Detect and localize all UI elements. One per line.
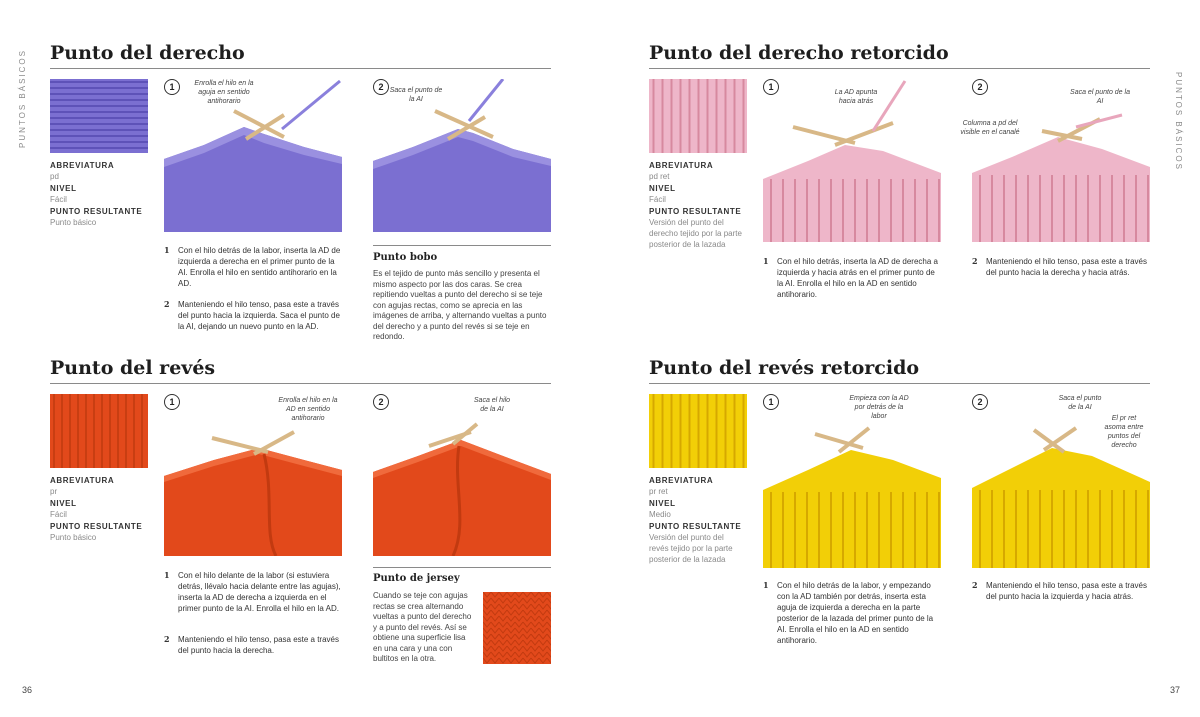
step2-annotation: Saca el hilo de la AI (473, 397, 511, 413)
step1-instruction (164, 570, 344, 614)
instruction-number: 2 (972, 256, 978, 266)
meta-block (649, 475, 745, 566)
result-value: Versión del punto del derecho tejido por la parte posterior de la lazada (649, 218, 742, 249)
level-label: NIVEL (50, 184, 77, 193)
abbr-label: ABREVIATURA (50, 161, 115, 170)
meta-block (649, 160, 745, 251)
result-label: PUNTO RESULTANTE (649, 522, 742, 531)
page-number-left: 36 (22, 685, 33, 695)
step1-number: 1 (164, 394, 180, 410)
step1-annotation: La AD apunta hacia atrás (834, 89, 878, 105)
step1-annotation: Empieza con la AD por detrás de la labor (849, 395, 909, 420)
abbr-value: pd (50, 172, 59, 181)
result-value: Punto básico (50, 218, 97, 227)
instruction-number: 1 (164, 245, 170, 255)
instruction-number: 2 (164, 634, 170, 644)
step2-photo (373, 394, 551, 556)
result-value: Punto básico (50, 533, 97, 542)
instruction-text: Con el hilo detrás de la labor, y empezando con la AD también por detrás, inserta esta aguja de izquierda a derecha en la parte posterior de la lazada del primer punto de la AI. Enrolla el hilo en la AD en sentido antihorario. (777, 581, 934, 645)
meta-block (50, 160, 146, 229)
step2-annotation: Saca el punto de la AI (1070, 89, 1130, 105)
box-rule (373, 245, 551, 246)
level-value: Fácil (50, 510, 67, 519)
box-rule (373, 567, 551, 568)
swatch-jersey (483, 592, 551, 664)
swatch-garter (50, 79, 148, 153)
result-label: PUNTO RESULTANTE (50, 207, 143, 216)
page-number-right: 37 (1170, 685, 1181, 695)
instruction-text: Manteniendo el hilo tenso, pasa este a través del punto hacia la derecha y hacia atrás. (986, 257, 1147, 277)
section-title-punto-del-derecho-retorcido: Punto del derecho retorcido (649, 42, 949, 64)
step1-annotation: Enrolla el hilo en la aguja en sentido antihorario (194, 80, 254, 105)
abbr-label: ABREVIATURA (649, 161, 714, 170)
instruction-number: 1 (763, 256, 769, 266)
abbr-value: pd ret (649, 172, 670, 181)
instruction-text: Manteniendo el hilo tenso, pasa este a través del punto hacia la derecha. (178, 635, 339, 655)
step2-annotation-canale: Columna a pd del visible en el canalé (960, 120, 1020, 136)
instruction-number: 2 (164, 299, 170, 309)
level-label: NIVEL (649, 184, 676, 193)
side-label-right: PUNTOS BÁSICOS (1174, 72, 1183, 171)
side-label-left: PUNTOS BÁSICOS (18, 49, 27, 148)
result-label: PUNTO RESULTANTE (50, 522, 143, 531)
step2-annotation: Saca el punto de la AI (1058, 395, 1102, 411)
abbr-label: ABREVIATURA (50, 476, 115, 485)
step2-annotation-purl: El pr ret asoma entre puntos del derecho (1104, 415, 1144, 449)
meta-block (50, 475, 146, 544)
swatch-twisted-purl (649, 394, 747, 468)
step1-instruction (763, 256, 943, 300)
section-rule (50, 68, 551, 69)
step2-instruction (164, 634, 344, 656)
section-rule (50, 383, 551, 384)
step1-instruction (164, 245, 344, 289)
level-value: Medio (649, 510, 671, 519)
abbr-value: pr ret (649, 487, 668, 496)
level-label: NIVEL (649, 499, 676, 508)
box-title-punto-de-jersey: Punto de jersey (373, 573, 460, 584)
step1-number: 1 (763, 394, 779, 410)
step2-number: 2 (972, 394, 988, 410)
step1-instruction (763, 580, 943, 646)
instruction-number: 1 (164, 570, 170, 580)
step2-instruction (164, 299, 344, 332)
instruction-number: 1 (763, 580, 769, 590)
step2-instruction (972, 580, 1150, 602)
abbr-label: ABREVIATURA (649, 476, 714, 485)
level-value: Fácil (649, 195, 666, 204)
instruction-text: Manteniendo el hilo tenso, pasa este a través del punto hacia la izquierda. Saca el punto de la AI, dejando un nuevo punto en la AD. (178, 300, 340, 331)
instruction-text: Con el hilo detrás de la labor, inserta la AD de izquierda a derecha en el primer punto de la AI. Enrolla el hilo en sentido antihorario en la AD. (178, 246, 341, 288)
instruction-text: Manteniendo el hilo tenso, pasa este a través del punto hacia la izquierda y hacia atrás. (986, 581, 1147, 601)
section-title-punto-del-reves: Punto del revés (50, 357, 216, 379)
section-rule (649, 68, 1150, 69)
level-value: Fácil (50, 195, 67, 204)
step2-number: 2 (972, 79, 988, 95)
step2-instruction (972, 256, 1150, 278)
box-title-punto-bobo: Punto bobo (373, 252, 438, 263)
box-text-punto-bobo: Es el tejido de punto más sencillo y presenta el mismo aspecto por las dos caras. Se crea repitiendo vueltas a punto del derecho si se teje con agujas rectas, como se aprecia en las imágenes de arriba, y alternando vueltas a punto del derecho y a punto del revés si se teje en redondo. (373, 269, 547, 341)
box-text-punto-de-jersey: Cuando se teje con agujas rectas se crea alternando vueltas a punto del derecho y a punto del revés. Así se obtiene una superficie lisa en una cara y una con bultitos en la otra. (373, 591, 472, 663)
step1-number: 1 (164, 79, 180, 95)
result-value: Versión del punto del revés tejido por la parte posterior de la lazada (649, 533, 733, 564)
swatch-stockinette-purl (50, 394, 148, 468)
step2-annotation: Saca el punto de la AI (389, 87, 443, 103)
instruction-text: Con el hilo delante de la labor (si estuviera detrás, llévalo hacia delante entre las agujas), inserta la AD de derecha a izquierda en el primer punto de la AI. Enrolla el hilo en la AD. (178, 571, 341, 613)
section-title-punto-del-derecho: Punto del derecho (50, 42, 245, 64)
step2-number: 2 (373, 394, 389, 410)
step1-number: 1 (763, 79, 779, 95)
section-title-punto-del-reves-retorcido: Punto del revés retorcido (649, 357, 920, 379)
step1-annotation: Enrolla el hilo en la AD en sentido antihorario (278, 397, 338, 422)
instruction-number: 2 (972, 580, 978, 590)
step2-number: 2 (373, 79, 389, 95)
level-label: NIVEL (50, 499, 77, 508)
section-rule (649, 383, 1150, 384)
instruction-text: Con el hilo detrás, inserta la AD de derecha a izquierda y hacia atrás en el primer punto de la AI. Enrolla el hilo en la AD en sentido antihorario. (777, 257, 938, 299)
swatch-twisted-knit (649, 79, 747, 153)
abbr-value: pr (50, 487, 58, 496)
result-label: PUNTO RESULTANTE (649, 207, 742, 216)
